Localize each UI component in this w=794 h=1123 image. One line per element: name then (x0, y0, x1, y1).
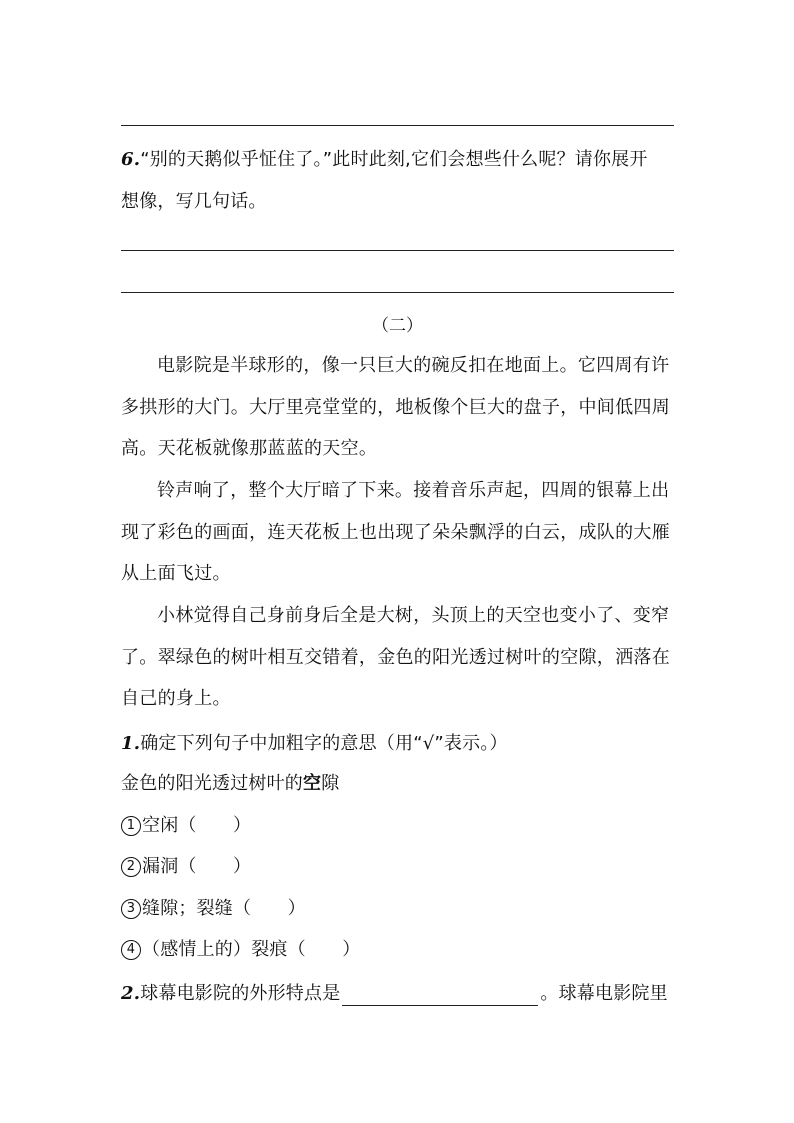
sentence-before: 金色的阳光透过树叶的 (121, 773, 303, 794)
question-2-number: 2. (121, 983, 141, 1004)
question-1-sentence (121, 772, 681, 796)
question-2-answer-blank[interactable] (342, 985, 538, 1006)
question-2-line (121, 982, 681, 1006)
answer-line-1 (121, 125, 674, 126)
option-3-marker: 3 (121, 899, 141, 919)
question-6-text-1: “别的天鹅似乎怔住了。”此时此刻,它们会想些什么呢？请你展开 (140, 149, 648, 170)
question-1-prompt (121, 732, 681, 756)
answer-line-2 (121, 250, 674, 251)
option-1-marker: 1 (121, 816, 141, 836)
option-1 (121, 814, 681, 838)
question-1-number: 1. (121, 733, 141, 754)
answer-line-3 (121, 292, 674, 293)
sentence-bold-char: 空 (303, 773, 322, 794)
passage-paragraph-1: 电影院是半球形的，像一只巨大的碗反扣在地面上。它四周有许多拱形的大门。大厅里亮堂堂的，地板像个巨大的盘子，中间低四周高。天花板就像那蓝蓝的天空。 (121, 355, 670, 459)
option-2-text: 漏洞（ ） (142, 856, 252, 877)
option-3-text: 缝隙；裂缝（ ） (142, 898, 306, 919)
section-title: （二） (372, 316, 423, 336)
question-6-number: 6. (121, 149, 141, 170)
option-4-text: （感情上的）裂痕（ ） (142, 939, 361, 960)
question-6-line-2 (121, 190, 681, 214)
question-1-text: 确定下列句子中加粗字的意思（用“√”表示。） (140, 733, 508, 754)
option-3 (121, 897, 681, 921)
question-6-line-1 (121, 148, 681, 172)
option-2-marker: 2 (121, 857, 141, 877)
sentence-after: 隙 (321, 773, 340, 794)
option-4 (121, 938, 681, 962)
option-4-marker: 4 (121, 940, 141, 960)
passage-paragraph-2: 铃声响了，整个大厅暗了下来。接着音乐声起，四周的银幕上出现了彩色的画面，连天花板上也出现了朵朵飘浮的白云，成队的大雁从上面飞过。 (121, 480, 670, 584)
question-2-text-after: 。球幕电影院里 (540, 983, 668, 1004)
passage-paragraph-3: 小林觉得自己身前身后全是大树，头顶上的天空也变小了、变窄了。翠绿色的树叶相互交错着，金色的阳光透过树叶的空隙，洒落在自己的身上。 (121, 605, 670, 709)
question-6-text-2: 想像，写几句话。 (121, 191, 267, 212)
option-1-text: 空闲（ ） (142, 815, 252, 836)
option-2 (121, 855, 681, 879)
question-2-text-before: 球幕电影院的外形特点是 (140, 983, 341, 1004)
